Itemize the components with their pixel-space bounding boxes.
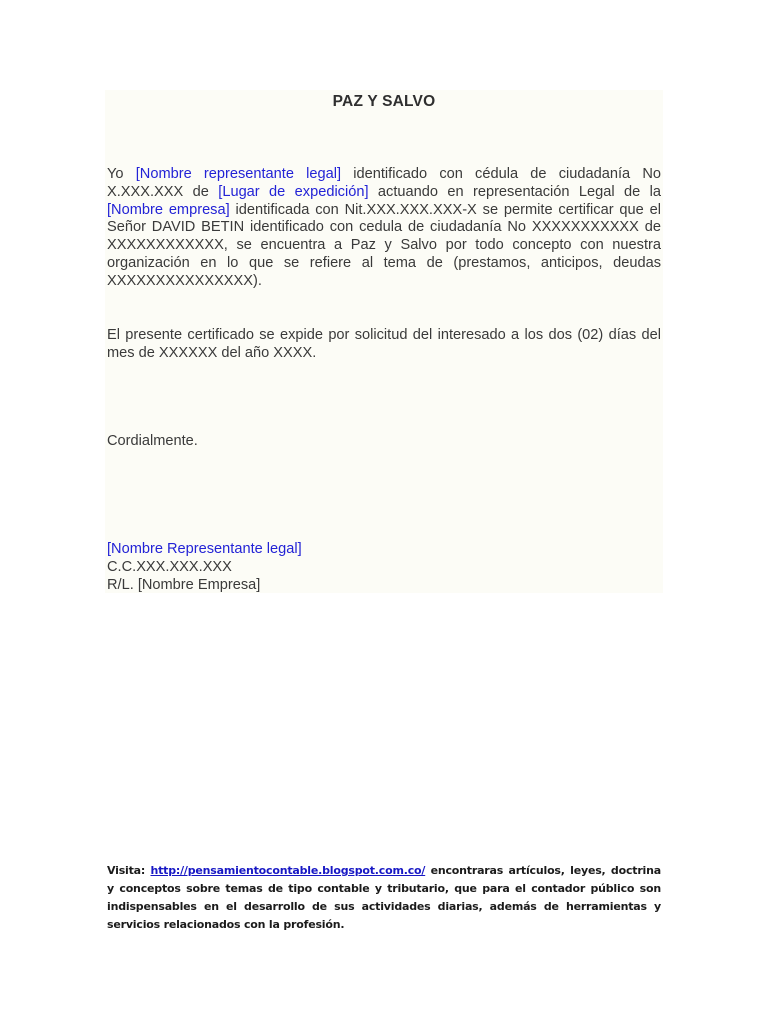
placeholder-company: [Nombre empresa] xyxy=(107,201,230,218)
signature-block xyxy=(107,541,302,594)
blog-link[interactable]: http://pensamientocontable.blogspot.com.co/ xyxy=(150,864,426,877)
text-fragment: Yo xyxy=(107,166,136,182)
placeholder-issue-place: [Lugar de expedición] xyxy=(218,183,369,200)
placeholder-representative: [Nombre representante legal] xyxy=(135,166,342,182)
footer-prefix: Visita: xyxy=(107,864,146,877)
text-fragment: identificado con cédula de ciudadanía No X.XXX.XXX de xyxy=(107,166,661,200)
footer-note xyxy=(107,862,661,934)
closing-salutation: Cordialmente. xyxy=(107,433,198,449)
text-fragment: actuando en representación Legal de la xyxy=(368,183,662,200)
signature-role: R/L. [Nombre Empresa] xyxy=(107,576,261,593)
certificate-paragraph xyxy=(107,166,661,291)
issuance-paragraph: El presente certificado se expide por solicitud del interesado a los dos (02) días del mes de XXXXXX del año XXXX. xyxy=(107,327,661,361)
document-page xyxy=(105,90,663,593)
signature-id: C.C.XXX.XXX.XXX xyxy=(107,558,232,575)
document-title: PAZ Y SALVO xyxy=(332,93,436,110)
text-fragment: identificada con Nit.XXX.XXX.XXX-X se permite certificar que el Señor DAVID BETIN identificado con cedula de ciudadanía No XXXXXXXXXXX de XXXXXXXXXXXX, se encuentra a Paz y Salvo por todo concepto con nuestra organización en lo que se refiere al tema de (prestamos, anticipos, deudas XXXXXXXXXXXXXXX). xyxy=(107,201,661,289)
signature-name: [Nombre Representante legal] xyxy=(107,541,302,557)
footer-text: encontraras artículos, leyes, doctrina y conceptos sobre temas de tipo contable y tributario, que para el contador público son indispensables en el desarrollo de sus actividades diarias, además de herramientas y servicios relacionados con la profesión. xyxy=(107,864,661,931)
